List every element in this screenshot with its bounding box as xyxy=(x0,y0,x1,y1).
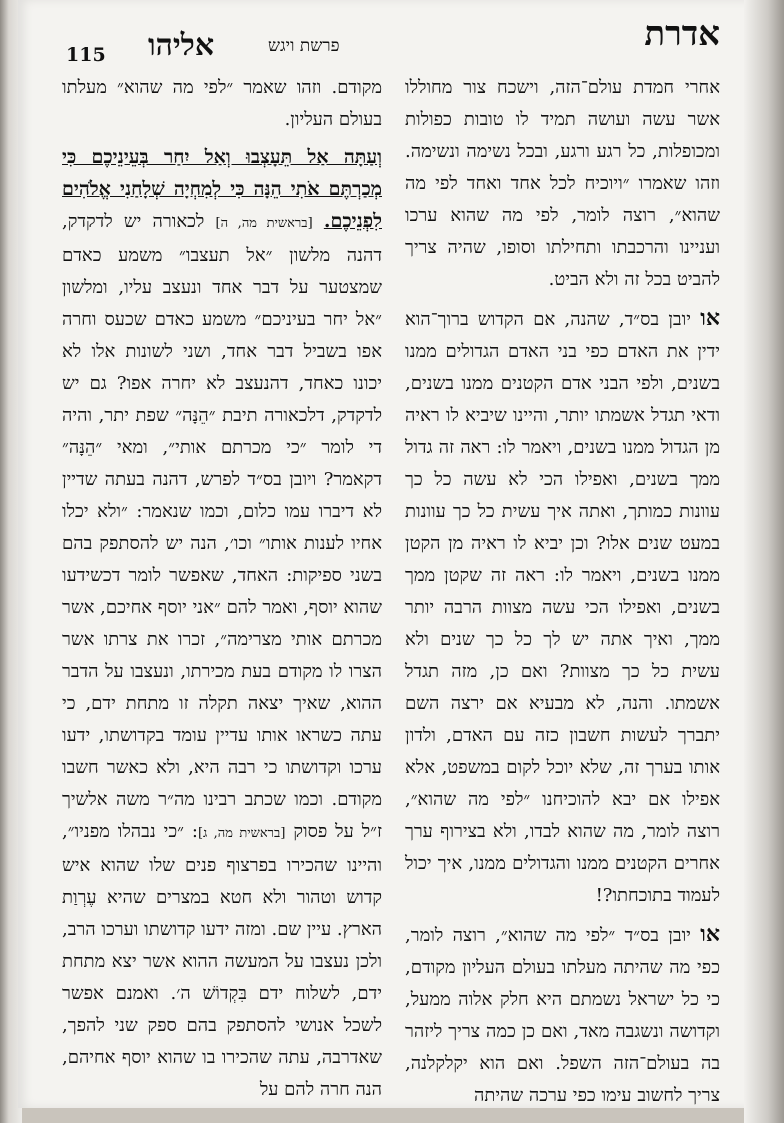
paragraph xyxy=(405,302,720,912)
parsha-name: פרשת ויגש xyxy=(268,36,340,56)
paragraph: אחרי חמדת עולם־הזה, וישכח צור מחוללו אשר עשה ועושה תמיד לו טובות כפולות ומכופלות, כל רגע ורגע, ובכל נשימה ונשימה. וזהו שאמרו ״ויוכיח לכל אחד ואחד לפי מה שהוא״, רוצה לומר, לפי מה שהוא ערכו ועניינו והרכבתו ותחילתו וסופו, שהיה צריך להביט בכל זה ולא הביט. xyxy=(405,77,720,290)
left-text-column xyxy=(62,72,382,1100)
paragraph-text: יובן בס״ד, שהנה, אם הקדוש ברוך־הוא ידין את האדם כפי בני האדם הגדולים ממנו בשנים, ולפי הבני אדם הקטנים ממנו בשנים, ודאי תגדל אשמתו יותר, והיינו שיביא לו ראיה מן הגדול ממנו בשנים, ויאמר לו: ראה זה גדול ממך בשנים, ואפילו הכי לא עשה כל כך עוונות כמותך, ואתה איך עשית כל כך עוונות במעט שנים אלו? וכן יביא לו ראיה מן הקטן ממנו בשנים, ויאמר לו: ראה זה שקטן ממך בשנים, ואפילו הכי עשה מצוות הרבה יותר ממך, ואיך אתה יש לך כל כך שנים ולא עשית כל כך מצוות? ואם כן, מזה תגדל אשמתו. והנה, לא מבעיא אם ירצה השם יתברך לעשות חשבון כזה עם האדם, ולדון אותו בערך זה, שלא יוכל לקום במשפט, אלא אפילו אם יבא להוכיחנו ״לפי מה שהוא״, רוצה לומר, מה שהוא לבדו, ולא בצירוף ערך אחרים הקטנים ממנו והגדולים ממנו, איך יכול לעמוד בתוכחתו?! xyxy=(405,309,720,906)
running-header xyxy=(58,14,720,64)
verse-citation: [בראשית מה, ה] xyxy=(215,216,313,231)
right-text-column xyxy=(405,72,720,1106)
paragraph xyxy=(62,142,382,1106)
paragraph-opener: או xyxy=(700,305,720,331)
page-number: 115 xyxy=(66,44,106,66)
inline-citation: [בראשית מה, ג] xyxy=(197,826,286,841)
paragraph-text: יובן בס״ד ״לפי מה שהוא״, רוצה לומר, כפי מה שהיתה מעלתו בעולם העליון מקודם, כי כל ישראל נשמתם היא חלק אלוה ממעל, וקדושה ונשגבה מאד, ואם כן כמה צריך ליזהר בה בעולם־הזה השפל. ואם הוא יקלקלנה, צריך לחשוב עימו כפי ערכה שהיתה xyxy=(405,925,720,1106)
verse-quote: וְעַתָּה אַל תֵּעָצְבוּ וְאַל יִחַר בְּעֵינֵיכֶם כִּי מְכַרְתֶּם אֹתִי הֵנָּה כִּי לְמִחְיָה שְׁלָחַנִי אֱלֹהִים לִפְנֵיכֶם. xyxy=(62,146,382,232)
paragraph-opener: או xyxy=(700,921,720,947)
paragraph-text: : ״כי נבהלו מפניו״, והיינו שהכירו בפרצוף פנים שלו שהוא איש קדוש וטהור ולא חטא במצרים שהיא עֶרְוַת הארץ. עיין שם. ומזה ידעו קדושתו וערכו הרב, ולכן נעצבו על המעשה ההוא אשר יצא מתחת ידם, לשלוח ידם בִּקְדוֹשׁ ה׳. ואמנם אפשר לשכל אנושי להסתפק בהם ספק שני להפך, שאדרבה, עתה שהכירו בו שהוא יוסף אחיהם, הנה חרה להם על xyxy=(62,821,382,1100)
paragraph xyxy=(405,918,720,1112)
book-page xyxy=(18,0,750,1108)
paragraph: מקודם. וזהו שאמר ״לפי מה שהוא״ מעלתו בעולם העליון. xyxy=(62,77,382,130)
book-title-left: אליהו xyxy=(148,28,215,63)
book-title-right: אדרת xyxy=(644,14,720,54)
page-edge-right xyxy=(744,0,784,1123)
paragraph-text: לכאורה יש לדקדק, דהנה מלשון ״אל תעצבו״ משמע כאדם שמצטער על דבר אחד ונעצב עליו, ומלשון ״אל יחר בעיניכם״ משמע כאדם שכעס וחרה אפו בשביל דבר אחד, ושני לשונות אלו לא יכונו כאחד, דהנעצב לא יחרה אפו? גם יש לדקדק, דלכאורה תיבת ״הֵנָּה״ שפת יתר, והיה די לומר ״כי מכרתם אותי״, ומאי ״הֵנָּה״ דקאמר? ויובן בס״ד לפרש, דהנה בעתה שדיין לא דיברו עמו כלום, וכמו שנאמר: ״ולא יכלו אחיו לענות אותו״ וכו׳, הנה יש להסתפק בהם בשני ספיקות: האחד, שאפשר לומר דכשידעו שהוא יוסף, ואמר להם ״אני יוסף אחיכם, אשר מכרתם אותי מצרימה״, זכרו את צרתו אשר הצרו לו מקודם בעת מכירתו, ונעצבו על הדבר ההוא, שאיך יצאה תקלה זו מתחת ידם, כי עתה כשראו אותו עדיין עומד בקדושתו, ידעו ערכו וקדושתו כי רבה היא, ולא כאשר חשבו מקודם. וכמו שכתב רבינו מה״ר משה אלשיך ז״ל על פסוק xyxy=(62,211,382,842)
